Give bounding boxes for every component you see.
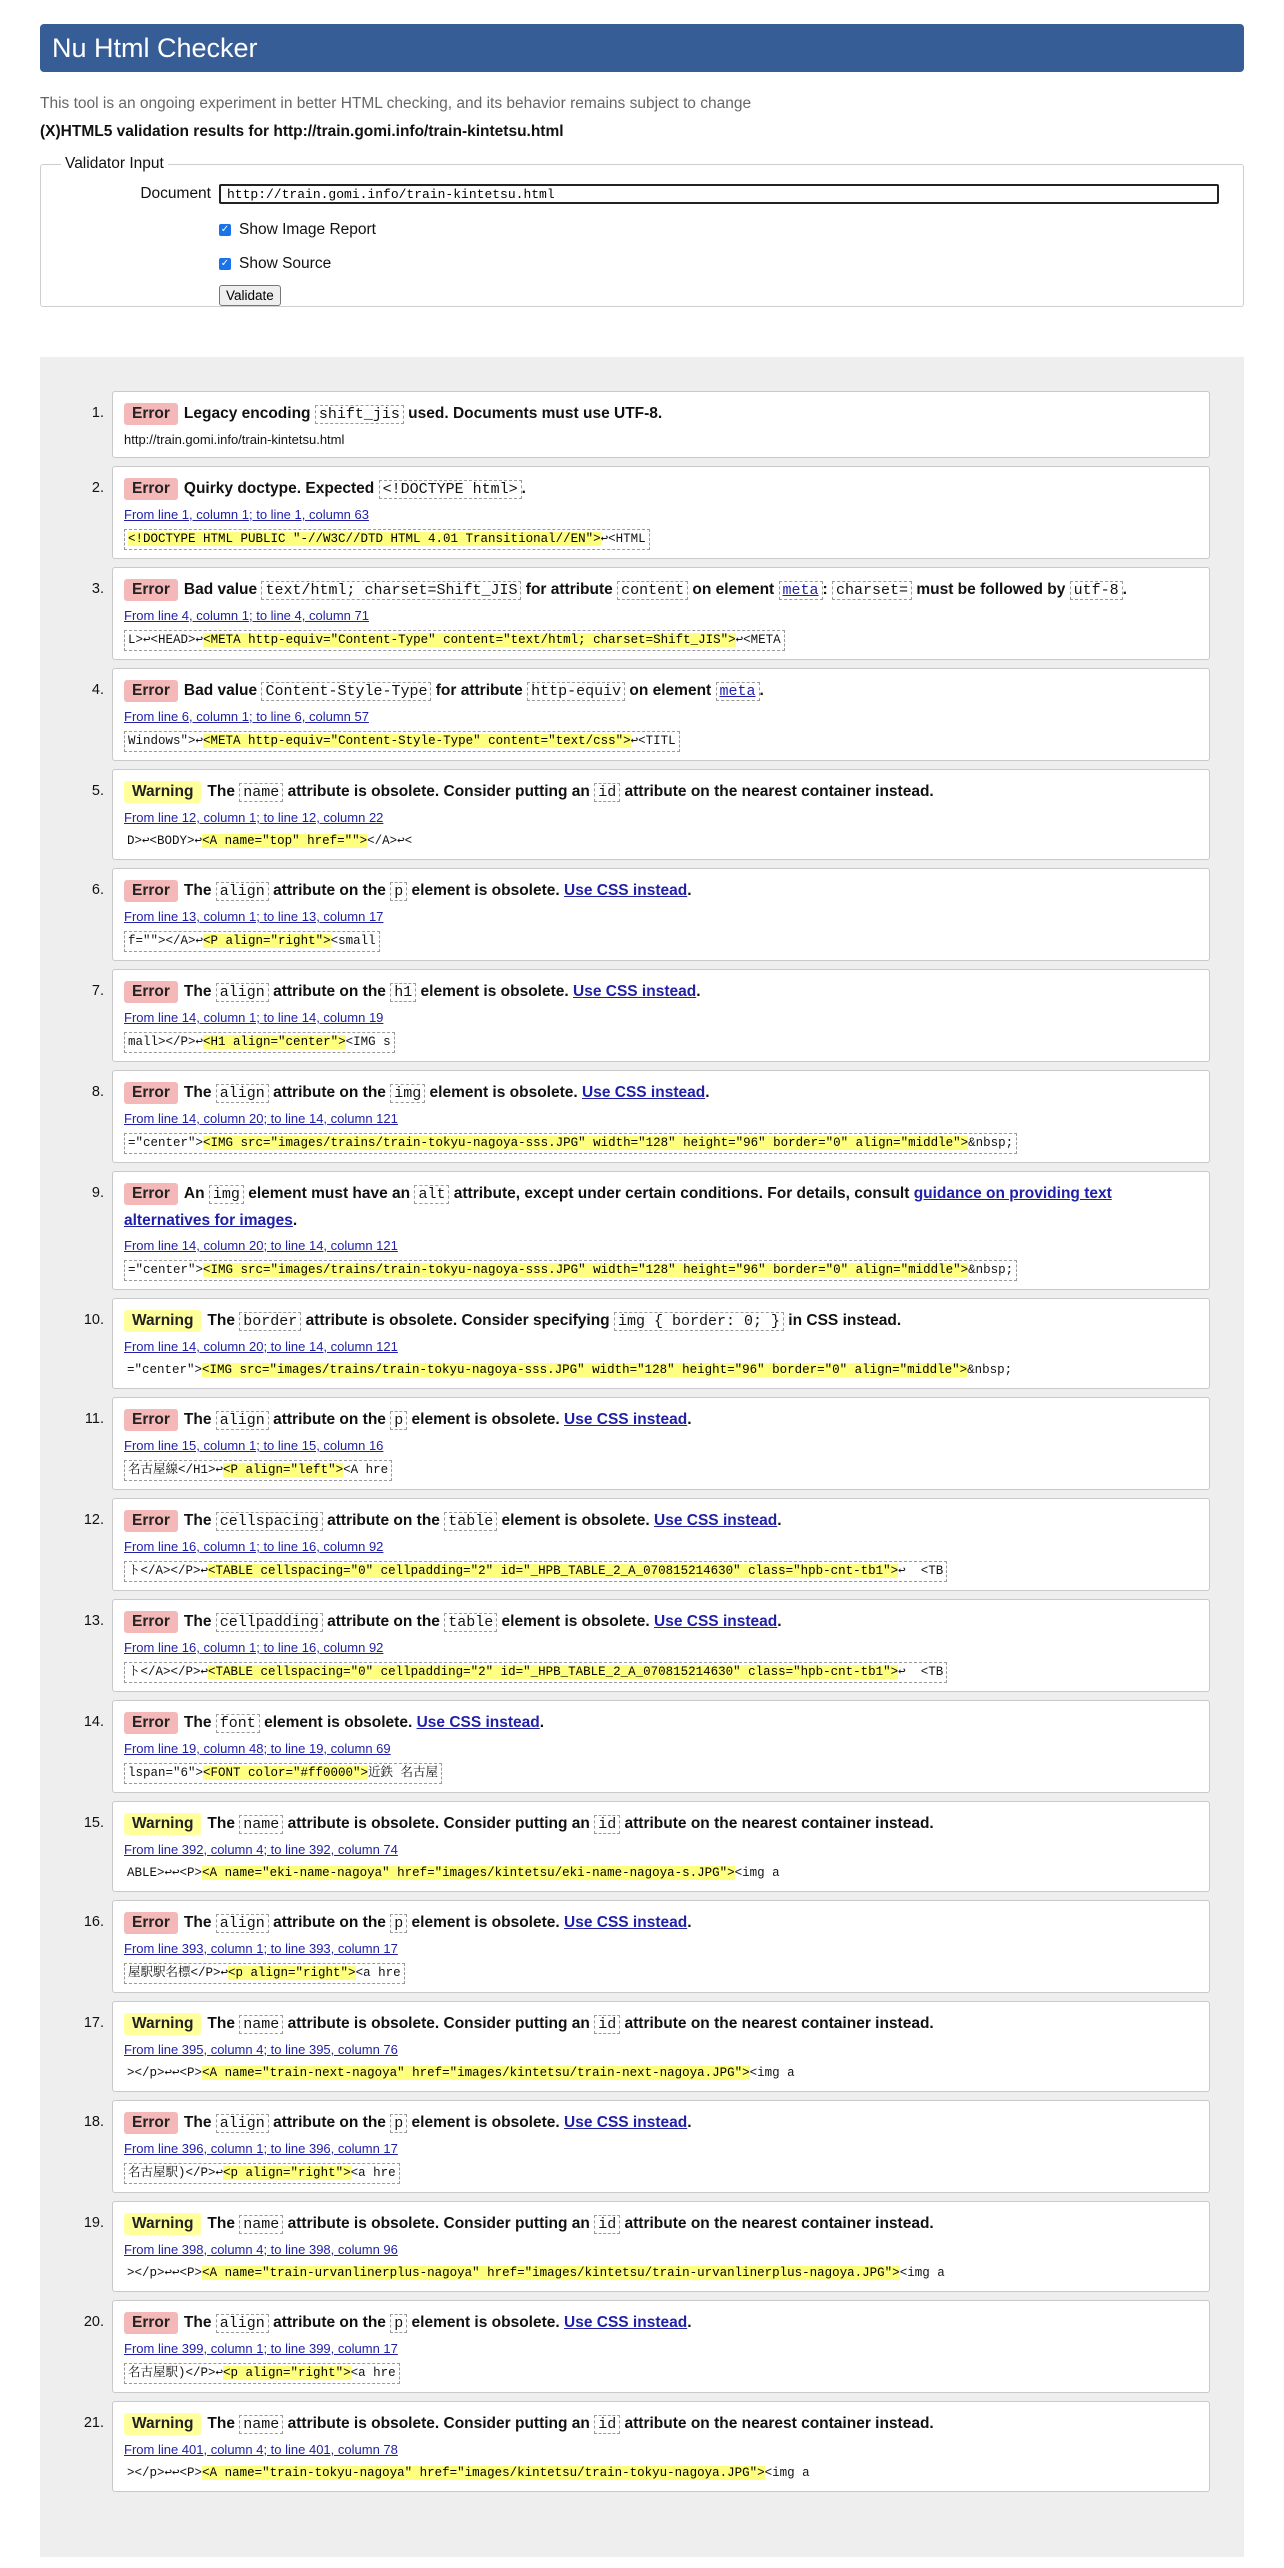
source-extract: L>↩<HEAD>↩<META http-equiv="Content-Type" content="text/html; charset=Shift_JIS">↩<META <box>124 630 785 651</box>
warning-badge: Warning <box>124 781 201 803</box>
message-location-link[interactable]: From line 16, column 1; to line 16, column 92 <box>124 1640 384 1655</box>
message-number: 18. <box>83 2114 104 2130</box>
error-badge: Error <box>124 1183 178 1205</box>
source-extract: 名古屋駅)</P>↩<p align="right"><a hre <box>124 2163 400 2184</box>
message-number: 6. <box>91 882 104 898</box>
source-extract: D>↩<BODY>↩<A name="top" href=""></A>↩< <box>127 834 413 848</box>
message-number: 20. <box>83 2314 104 2330</box>
error-badge: Error <box>124 981 178 1003</box>
source-extract: ="center"><IMG src="images/trains/train-tokyu-nagoya-sss.JPG" width="128" height="96" border="0" align="middle">&nbsp; <box>124 1133 1017 1154</box>
message-location-link[interactable]: From line 392, column 4; to line 392, column 74 <box>124 1842 398 1857</box>
source-extract: f=""></A>↩<P align="right"><small <box>124 931 380 952</box>
use-css-link[interactable]: Use CSS instead <box>564 2114 688 2131</box>
warning-badge: Warning <box>124 2413 201 2435</box>
use-css-link[interactable]: Use CSS instead <box>564 882 688 899</box>
message-location-link[interactable]: From line 14, column 1; to line 14, column 19 <box>124 1010 384 1025</box>
message-location-link[interactable]: From line 15, column 1; to line 15, column 16 <box>124 1438 384 1453</box>
results-list <box>40 357 1244 2557</box>
message-location-link[interactable]: From line 12, column 1; to line 12, column 22 <box>124 810 384 825</box>
error-badge: Error <box>124 1912 178 1934</box>
text-alternatives-guidance-link[interactable]: guidance on providing text alternatives for images <box>124 1185 1112 1229</box>
subtitle: This tool is an ongoing experiment in better HTML checking, and its behavior remains subject to change <box>40 95 752 112</box>
message-location-link[interactable]: From line 4, column 1; to line 4, column 71 <box>124 608 369 623</box>
source-extract: 名古屋駅)</P>↩<p align="right"><a hre <box>124 2363 400 2384</box>
message-number: 11. <box>84 1411 104 1427</box>
message-item: 14. Error The font element is obsolete. Use CSS instead. From line 19, column 48; to line 19, column 69 lspan="6"><FONT color="#ff0000">近鉄 名古屋 <box>74 1700 1210 1793</box>
message-number: 5. <box>91 783 104 799</box>
message-location-link[interactable]: From line 401, column 4; to line 401, column 78 <box>124 2442 398 2457</box>
error-badge: Error <box>124 1611 178 1633</box>
error-badge: Error <box>124 880 178 902</box>
source-extract: ABLE>↩↩<P><A name="eki-name-nagoya" href="images/kintetsu/eki-name-nagoya-s.JPG"><img a <box>127 1866 780 1880</box>
source-extract: 名古屋線</H1>↩<P align="left"><A hre <box>124 1460 392 1481</box>
message-number: 17. <box>83 2015 104 2031</box>
error-badge: Error <box>124 2112 178 2134</box>
meta-element-link[interactable]: meta <box>779 581 823 600</box>
meta-element-link[interactable]: meta <box>716 682 760 701</box>
document-label: Document <box>140 185 211 202</box>
message-location-link[interactable]: From line 399, column 1; to line 399, column 17 <box>124 2341 398 2356</box>
message-location-link[interactable]: From line 13, column 1; to line 13, column 17 <box>124 909 384 924</box>
message-item: 20. Error The align attribute on the p element is obsolete. Use CSS instead. From line 399, column 1; to line 399, column 17 名古屋駅)</P>↩<p align="right"><a hre <box>74 2300 1210 2393</box>
message-item: 3. Error Bad value text/html; charset=Shift_JIS for attribute content on element meta : charset= must be followed by utf-8 . From line 4, column 1; to line 4, column 71 L>↩<HEAD>↩<META http-equiv="Content-Type" content="text/html; charset=Shift_JIS">↩<META <box>74 567 1210 660</box>
message-location-link[interactable]: From line 398, column 4; to line 398, column 96 <box>124 2242 398 2257</box>
use-css-link[interactable]: Use CSS instead <box>582 1084 706 1101</box>
message-item: 4. Error Bad value Content-Style-Type for attribute http-equiv on element meta . From line 6, column 1; to line 6, column 57 Windows">↩<META http-equiv="Content-Style-Type" content="text/css">↩<TITL <box>74 668 1210 761</box>
use-css-link[interactable]: Use CSS instead <box>573 983 697 1000</box>
warning-badge: Warning <box>124 2013 201 2035</box>
message-location-link[interactable]: From line 396, column 1; to line 396, column 17 <box>124 2141 398 2156</box>
message-number: 16. <box>83 1914 104 1930</box>
source-extract: ></p>↩↩<P><A name="train-urvanlinerplus-nagoya" href="images/kintetsu/train-urvanlinerplus-nagoya.JPG"><img a <box>127 2266 945 2280</box>
message-item: 19. Warning The name attribute is obsolete. Consider putting an id attribute on the nearest container instead. From line 398, column 4; to line 398, column 96 ></p>↩↩<P><A name="train-urvanlinerplus-nagoya" href="images/kintetsu/train-urvanlinerplus-nagoya.JPG"><img a <box>74 2201 1210 2292</box>
message-item: 18. Error The align attribute on the p element is obsolete. Use CSS instead. From line 396, column 1; to line 396, column 17 名古屋駅)</P>↩<p align="right"><a hre <box>74 2100 1210 2193</box>
message-number: 9. <box>91 1185 104 1201</box>
message-number: 2. <box>91 480 104 496</box>
error-badge: Error <box>124 1409 178 1431</box>
message-number: 3. <box>91 581 104 597</box>
source-extract: ="center"><IMG src="images/trains/train-tokyu-nagoya-sss.JPG" width="128" height="96" border="0" align="middle">&nbsp; <box>124 1260 1017 1281</box>
validate-button[interactable]: Validate <box>219 285 281 306</box>
error-badge: Error <box>124 579 178 601</box>
message-number: 13. <box>83 1613 104 1629</box>
message-location-link[interactable]: From line 14, column 20; to line 14, column 121 <box>124 1111 398 1126</box>
message-item: 17. Warning The name attribute is obsolete. Consider putting an id attribute on the nearest container instead. From line 395, column 4; to line 395, column 76 ></p>↩↩<P><A name="train-next-nagoya" href="images/kintetsu/train-next-nagoya.JPG"><img a <box>74 2001 1210 2092</box>
use-css-link[interactable]: Use CSS instead <box>564 1411 688 1428</box>
message-location-link[interactable]: From line 14, column 20; to line 14, column 121 <box>124 1339 398 1354</box>
show-source-checkbox[interactable]: ✓ <box>220 258 230 269</box>
message-number: 15. <box>83 1815 104 1831</box>
message-location-link[interactable]: From line 19, column 48; to line 19, column 69 <box>124 1741 391 1756</box>
message-number: 8. <box>91 1084 104 1100</box>
source-extract: Windows">↩<META http-equiv="Content-Style-Type" content="text/css">↩<TITL <box>124 731 680 752</box>
message-item: 1. Error Legacy encoding shift_jis used. Documents must use UTF-8. http://train.gomi.info/train-kintetsu.html <box>74 391 1210 458</box>
message-number: 14. <box>83 1714 104 1730</box>
message-number: 19. <box>83 2215 104 2231</box>
message-item: 2. Error Quirky doctype. Expected <!DOCTYPE html> . From line 1, column 1; to line 1, column 63 <!DOCTYPE HTML PUBLIC "-//W3C//DTD HTML 4.01 Transitional//EN">↩<HTML <box>74 466 1210 559</box>
error-badge: Error <box>124 1712 178 1734</box>
message-number: 7. <box>91 983 104 999</box>
page-header <box>40 24 1244 72</box>
source-extract: ト</A></P>↩<TABLE cellspacing="0" cellpadding="2" id="_HPB_TABLE_2_A_070815214630" class="hpb-cnt-tb1">↩ <TB <box>124 1561 947 1582</box>
message-location-link[interactable]: From line 14, column 20; to line 14, column 121 <box>124 1238 398 1253</box>
message-item: 10. Warning The border attribute is obsolete. Consider specifying img { border: 0; } in CSS instead. From line 14, column 20; to line 14, column 121 ="center"><IMG src="images/trains/train-tokyu-nagoya-sss.JPG" width="128" height="96" border="0" align="middle">&nbsp; <box>74 1298 1210 1389</box>
source-extract: ></p>↩↩<P><A name="train-next-nagoya" href="images/kintetsu/train-next-nagoya.JPG"><img a <box>127 2066 795 2080</box>
source-extract: ="center"><IMG src="images/trains/train-tokyu-nagoya-sss.JPG" width="128" height="96" border="0" align="middle">&nbsp; <box>127 1363 1013 1377</box>
show-source-label: Show Source <box>239 255 332 272</box>
warning-badge: Warning <box>124 2213 201 2235</box>
message-location-link[interactable]: From line 1, column 1; to line 1, column 63 <box>124 507 369 522</box>
document-url-input[interactable] <box>219 184 1219 204</box>
use-css-link[interactable]: Use CSS instead <box>416 1714 540 1731</box>
source-extract: mall></P>↩<H1 align="center"><IMG s <box>124 1032 395 1053</box>
source-extract: <!DOCTYPE HTML PUBLIC "-//W3C//DTD HTML 4.01 Transitional//EN">↩<HTML <box>124 529 650 550</box>
message-number: 4. <box>91 682 104 698</box>
message-number: 10. <box>83 1312 104 1328</box>
show-image-report-checkbox[interactable]: ✓ <box>220 224 230 235</box>
source-extract: ></p>↩↩<P><A name="train-tokyu-nagoya" href="images/kintetsu/train-tokyu-nagoya.JPG"><img a <box>127 2466 810 2480</box>
message-number: 12. <box>83 1512 104 1528</box>
error-badge: Error <box>124 403 178 425</box>
message-location-link[interactable]: From line 393, column 1; to line 393, column 17 <box>124 1941 398 1956</box>
message-item: 12. Error The cellspacing attribute on the table element is obsolete. Use CSS instead. From line 16, column 1; to line 16, column 92 ト</A></P>↩<TABLE cellspacing="0" cellpadding="2" id="_HPB_TABLE_2_A_070815214630" class="hpb-cnt-tb1">↩ <TB <box>74 1498 1210 1591</box>
source-extract: lspan="6"><FONT color="#ff0000">近鉄 名古屋 <box>124 1763 442 1784</box>
source-extract: 屋駅駅名標</P>↩<p align="right"><a hre <box>124 1963 405 1984</box>
message-item: 9. Error An img element must have an alt attribute, except under certain conditions. For details, consult guidance on providing text alternatives for images. From line 14, column 20; to line 14, column 121 ="center"><IMG src="images/trains/train-tokyu-nagoya-sss.JPG" width="128" height="96" border="0" align="middle">&nbsp; <box>74 1171 1210 1290</box>
message-item: 15. Warning The name attribute is obsolete. Consider putting an id attribute on the nearest container instead. From line 392, column 4; to line 392, column 74 ABLE>↩↩<P><A name="eki-name-nagoya" href="images/kintetsu/eki-name-nagoya-s.JPG"><img a <box>74 1801 1210 1892</box>
message-item: 13. Error The cellpadding attribute on the table element is obsolete. Use CSS instead. From line 16, column 1; to line 16, column 92 ト</A></P>↩<TABLE cellspacing="0" cellpadding="2" id="_HPB_TABLE_2_A_070815214630" class="hpb-cnt-tb1">↩ <TB <box>74 1599 1210 1692</box>
show-image-report-label: Show Image Report <box>239 221 376 238</box>
error-badge: Error <box>124 680 178 702</box>
use-css-link[interactable]: Use CSS instead <box>564 2314 688 2331</box>
source-extract: ト</A></P>↩<TABLE cellspacing="0" cellpadding="2" id="_HPB_TABLE_2_A_070815214630" class="hpb-cnt-tb1">↩ <TB <box>124 1662 947 1683</box>
page-title: Nu Html Checker <box>52 33 258 63</box>
message-location-link[interactable]: From line 395, column 4; to line 395, column 76 <box>124 2042 398 2057</box>
message-number: 1. <box>91 405 104 421</box>
warning-badge: Warning <box>124 1813 201 1835</box>
message-item: 16. Error The align attribute on the p element is obsolete. Use CSS instead. From line 393, column 1; to line 393, column 17 屋駅駅名標</P>↩<p align="right"><a hre <box>74 1900 1210 1993</box>
message-item: 7. Error The align attribute on the h1 element is obsolete. Use CSS instead. From line 14, column 1; to line 14, column 19 mall></P>↩<H1 align="center"><IMG s <box>74 969 1210 1062</box>
error-badge: Error <box>124 1082 178 1104</box>
message-location-link[interactable]: From line 16, column 1; to line 16, column 92 <box>124 1539 384 1554</box>
message-item: 11. Error The align attribute on the p element is obsolete. Use CSS instead. From line 15, column 1; to line 15, column 16 名古屋線</H1>↩<P align="left"><A hre <box>74 1397 1210 1490</box>
results-heading: (X)HTML5 validation results for http://train.gomi.info/train-kintetsu.html <box>40 123 564 140</box>
error-badge: Error <box>124 478 178 500</box>
error-badge: Error <box>124 1510 178 1532</box>
message-location-link[interactable]: From line 6, column 1; to line 6, column 57 <box>124 709 369 724</box>
message-location: http://train.gomi.info/train-kintetsu.html <box>124 432 345 447</box>
use-css-link[interactable]: Use CSS instead <box>564 1914 688 1931</box>
message-number: 21. <box>83 2415 104 2431</box>
message-item: 21. Warning The name attribute is obsolete. Consider putting an id attribute on the nearest container instead. From line 401, column 4; to line 401, column 78 ></p>↩↩<P><A name="train-tokyu-nagoya" href="images/kintetsu/train-tokyu-nagoya.JPG"><img a <box>74 2401 1210 2492</box>
message-item: 8. Error The align attribute on the img element is obsolete. Use CSS instead. From line 14, column 20; to line 14, column 121 ="center"><IMG src="images/trains/train-tokyu-nagoya-sss.JPG" width="128" height="96" border="0" align="middle">&nbsp; <box>74 1070 1210 1163</box>
use-css-link[interactable]: Use CSS instead <box>654 1512 778 1529</box>
warning-badge: Warning <box>124 1310 201 1332</box>
form-legend: Validator Input <box>65 155 164 172</box>
error-badge: Error <box>124 2312 178 2334</box>
message-item: 6. Error The align attribute on the p element is obsolete. Use CSS instead. From line 13, column 1; to line 13, column 17 f=""></A>↩<P align="right"><small <box>74 868 1210 961</box>
message-item: 5. Warning The name attribute is obsolete. Consider putting an id attribute on the nearest container instead. From line 12, column 1; to line 12, column 22 D>↩<BODY>↩<A name="top" href=""></A>↩< <box>74 769 1210 860</box>
use-css-link[interactable]: Use CSS instead <box>654 1613 778 1630</box>
validator-input-form <box>40 155 1244 307</box>
